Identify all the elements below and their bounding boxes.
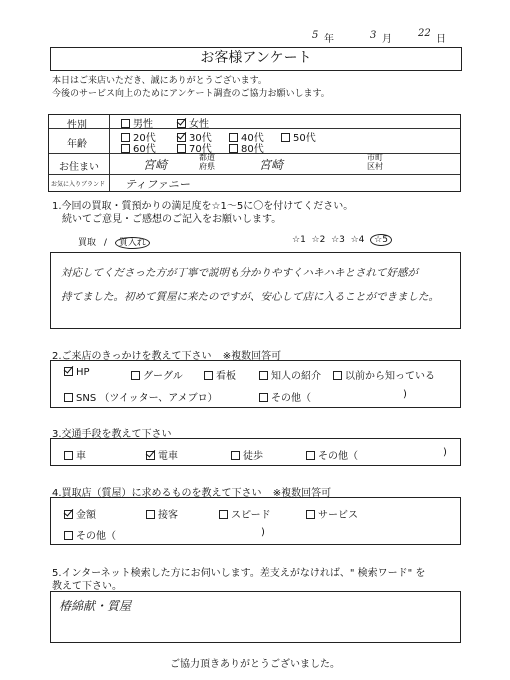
q1-comment-line: 持てました。初めて質屋に来たのですが、安心して店に入ることができました。	[61, 291, 439, 303]
gender-option-female[interactable]: 女性	[177, 115, 209, 130]
q3-option-walk[interactable]: 徒歩	[231, 447, 263, 462]
rating-1[interactable]: ☆1	[292, 235, 306, 245]
intro-line: 今後のサービス向上のためにアンケート調査のご協力お願いします。	[52, 89, 330, 99]
checkbox-icon[interactable]	[229, 144, 238, 153]
age-option-80s[interactable]: 80代	[229, 140, 264, 155]
checkbox-icon[interactable]	[64, 531, 73, 540]
page-title: お客様アンケート	[200, 50, 312, 66]
q2-option-referral[interactable]: 知人の紹介	[259, 367, 321, 382]
footer-thanks: ご協力頂きありがとうございました。	[170, 659, 340, 670]
prefecture-value: 宮崎	[143, 158, 168, 172]
checkbox-icon[interactable]	[146, 510, 155, 519]
q2-note: ※複数回答可	[222, 351, 282, 362]
q2-option-sns[interactable]: SNS （ツイッター、アメブロ）	[64, 389, 218, 404]
profile-table	[48, 114, 461, 192]
q3-option-car[interactable]: 車	[64, 447, 86, 462]
checkbox-icon[interactable]	[281, 133, 290, 142]
q2-option-signboard[interactable]: 看板	[204, 367, 236, 382]
q3-options-box	[50, 438, 461, 466]
rating-5-circled[interactable]: ☆5	[370, 234, 392, 246]
checkbox-icon[interactable]	[333, 371, 342, 380]
rating-3[interactable]: ☆3	[331, 235, 345, 245]
checkbox-checked-icon[interactable]	[177, 119, 186, 128]
date-year: 5	[312, 30, 319, 41]
q2-option-google[interactable]: グーグル	[131, 367, 183, 382]
date-day-label: 日	[436, 34, 446, 45]
prefecture-unit-bottom: 府県	[199, 162, 215, 171]
q4-option-speed[interactable]: スピード	[219, 506, 271, 521]
age-option-70s[interactable]: 70代	[177, 140, 212, 155]
q1-subtitle: 続いてご意見・ご感想のご記入をお願いします。	[62, 214, 282, 225]
brand-label: お気に入りブランド	[51, 181, 106, 188]
checkbox-checked-icon[interactable]	[146, 451, 155, 460]
q1-type-pawn-circled[interactable]: 質入れ	[115, 237, 150, 249]
checkbox-icon[interactable]	[259, 371, 268, 380]
age-option-40s[interactable]: 40代	[229, 129, 264, 144]
age-option-30s[interactable]: 30代	[177, 129, 212, 144]
date-year-label: 年	[324, 34, 334, 45]
q4-option-other[interactable]: その他（	[64, 527, 116, 542]
address-label: お住まい	[59, 162, 99, 173]
intro-text	[52, 75, 472, 101]
q4-option-service-staff[interactable]: 接客	[146, 506, 178, 521]
city-unit-top: 市町	[367, 153, 383, 162]
q2-option-known-before[interactable]: 以前から知っている	[333, 367, 435, 382]
q1-type-buy[interactable]: 買取	[78, 238, 97, 248]
q2-option-other[interactable]: その他（	[259, 389, 311, 404]
q2-other-close: )	[403, 389, 407, 400]
gender-option-male[interactable]: 男性	[121, 115, 153, 130]
checkbox-checked-icon[interactable]	[64, 510, 73, 519]
q2-option-hp[interactable]: HP	[64, 367, 90, 378]
q4-title: 4.買取店（質屋）に求めるものを教えて下さい	[52, 488, 262, 499]
q4-options-box	[50, 497, 461, 545]
checkbox-icon[interactable]	[306, 451, 315, 460]
prefecture-unit	[199, 153, 215, 171]
city-value: 宮崎	[259, 158, 284, 172]
q2-title: 2.ご来店のきっかけを教えて下さい	[52, 351, 212, 362]
q1-type-separator: /	[103, 238, 107, 248]
age-option-20s[interactable]: 20代	[121, 129, 156, 144]
q1-comment-line: 対応してくださった方が丁寧で説明も分かりやすくハキハキとされて好感が	[61, 267, 418, 279]
q1-title: 1.今回の買取・質預かりの満足度を☆1～5に〇を付けてください。	[52, 201, 354, 212]
q1-type-selector	[78, 235, 150, 248]
q5-title-line2: 教えて下さい。	[52, 581, 122, 592]
age-option-50s[interactable]: 50代	[281, 129, 316, 144]
q3-title: 3.交通手段を教えて下さい	[52, 429, 172, 440]
city-unit	[367, 153, 383, 171]
title-box	[50, 47, 462, 71]
checkbox-icon[interactable]	[121, 144, 130, 153]
q4-other-close: )	[261, 527, 265, 538]
checkbox-icon[interactable]	[219, 510, 228, 519]
q4-option-service[interactable]: サービス	[306, 506, 358, 521]
rating-2[interactable]: ☆2	[311, 235, 326, 245]
city-unit-bottom: 区村	[367, 162, 383, 171]
q3-option-other[interactable]: その他（	[306, 447, 358, 462]
checkbox-icon[interactable]	[177, 144, 186, 153]
q1-rating	[292, 235, 392, 245]
q5-title-line1: 5.インターネット検索した方にお伺いします。差支えがなければ、" 検索ワード" を	[52, 568, 426, 579]
checkbox-icon[interactable]	[306, 510, 315, 519]
checkbox-icon[interactable]	[231, 451, 240, 460]
prefecture-unit-top: 都道	[199, 153, 215, 162]
intro-line: 本日はご来店いただき、誠にありがとうございます。	[52, 76, 267, 86]
survey-date	[312, 30, 462, 44]
brand-value: ティファニー	[125, 178, 190, 191]
q5-answer-box	[50, 591, 461, 643]
checkbox-icon[interactable]	[64, 451, 73, 460]
q5-answer: 椿綿献・質屋	[59, 599, 132, 613]
q3-option-train[interactable]: 電車	[146, 447, 178, 462]
checkbox-icon[interactable]	[121, 119, 130, 128]
profile-row-divider	[49, 174, 460, 175]
date-month: 3	[370, 30, 377, 41]
age-label: 年齢	[67, 139, 87, 150]
checkbox-icon[interactable]	[131, 371, 140, 380]
q1-comment-box	[50, 252, 461, 329]
q4-option-price[interactable]: 金額	[64, 506, 96, 521]
checkbox-icon[interactable]	[204, 371, 213, 380]
gender-label: 性別	[67, 120, 87, 131]
q3-other-close: )	[443, 447, 447, 458]
q2-options-box	[50, 360, 461, 408]
age-option-60s[interactable]: 60代	[121, 140, 156, 155]
checkbox-icon[interactable]	[64, 393, 73, 402]
date-month-label: 月	[382, 34, 392, 45]
date-day: 22	[418, 28, 431, 39]
checkbox-checked-icon[interactable]	[64, 367, 73, 376]
checkbox-icon[interactable]	[259, 393, 268, 402]
q4-note: ※複数回答可	[272, 488, 332, 499]
rating-4[interactable]: ☆4	[350, 235, 365, 245]
